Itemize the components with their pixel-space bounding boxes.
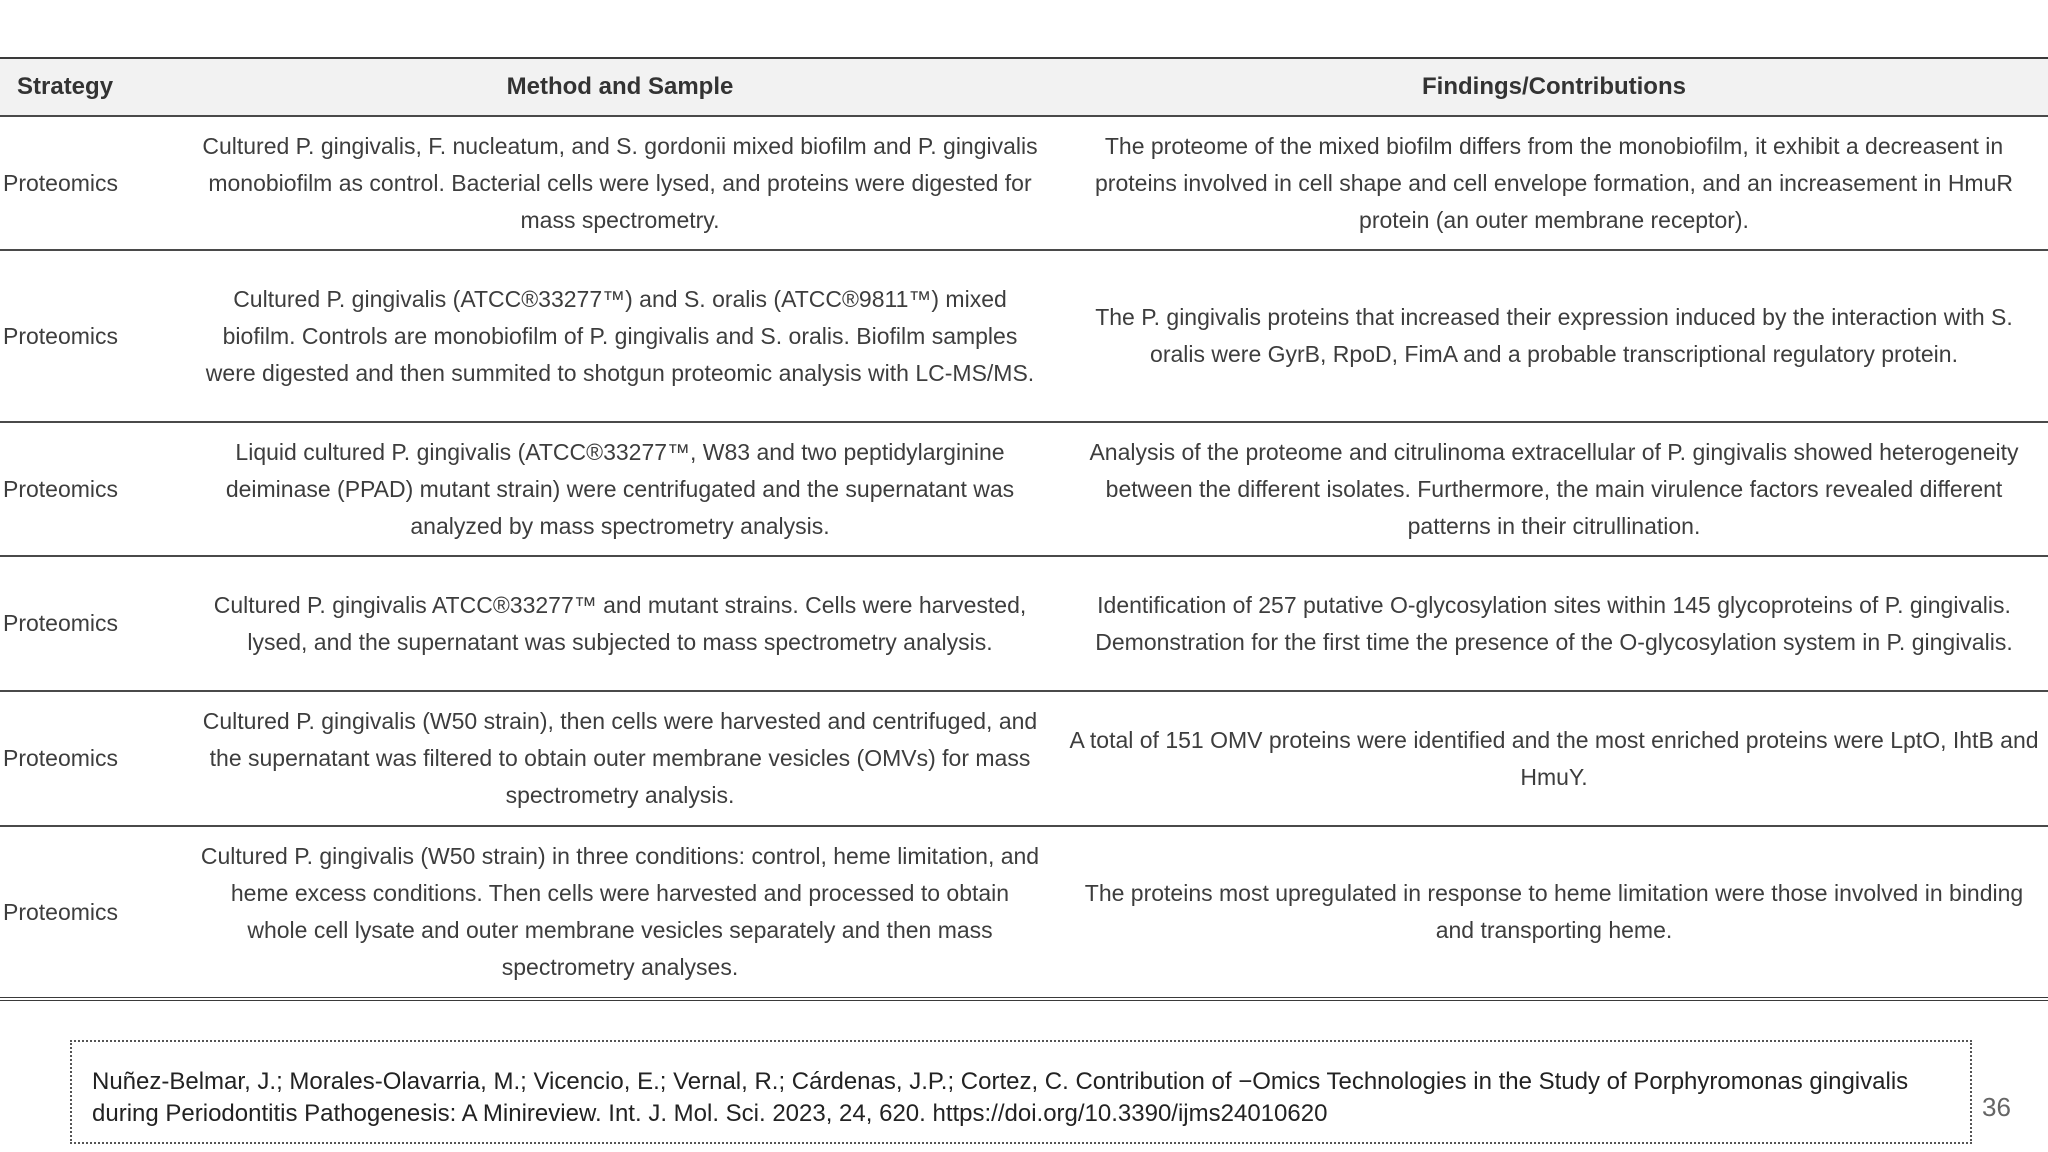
cell-findings: The proteins most upregulated in response to heme limitation were those involved in binding and transporting heme. — [1084, 880, 2024, 943]
header-method: Method and Sample — [506, 73, 734, 100]
cell-strategy: Proteomics — [3, 745, 119, 771]
table-row — [0, 827, 2048, 997]
cell-method: Cultured P. gingivalis (W50 strain), then cells were harvested and centrifuged, and the supernatant was filtered to obtain outer membrane vesicles (OMVs) for mass spectrometry analysis. — [202, 708, 1038, 808]
table-header — [0, 59, 2048, 117]
cell-method: Cultured P. gingivalis, F. nucleatum, and S. gordonii mixed biofilm and P. gingivalis monobiofilm as control. Bacterial cells were lysed, and proteins were digested for mass spectrometry. — [202, 132, 1038, 233]
cell-strategy: Proteomics — [3, 898, 119, 925]
cell-findings: Analysis of the proteome and citrulinoma extracellular of P. gingivalis showed heterogeneity between the different isolates. Furthermore, the main virulence factors revealed different patterns in their citrullination. — [1089, 438, 2019, 539]
cell-method: Liquid cultured P. gingivalis (ATCC®33277™, W83 and two peptidylarginine deiminase (PPAD) mutant strain) were centrifugated and the supernatant was analyzed by mass spectrometry analysis. — [225, 438, 1015, 539]
table-row — [0, 423, 2048, 557]
cell-method: Cultured P. gingivalis ATCC®33277™ and mutant strains. Cells were harvested, lysed, and the supernatant was subjected to mass spectrometry analysis. — [213, 591, 1027, 655]
cell-findings: The P. gingivalis proteins that increased their expression induced by the interaction with S. oralis were GyrB, RpoD, FimA and a probable transcriptional regulatory protein. — [1095, 304, 2013, 367]
cell-findings: The proteome of the mixed biofilm differs from the monobiofilm, it exhibit a decreasent in proteins involved in cell shape and cell envelope formation, and an increasement in HmuR protein (an outer membrane receptor). — [1095, 132, 2013, 233]
reference-citation: Nuñez-Belmar, J.; Morales-Olavarria, M.; Vicencio, E.; Vernal, R.; Cárdenas, J.P.; Cortez, C. Contribution of −Omics Technologies in the Study of Porphyromonas gingivalis during Periodontitis Pathogenesis: A Minireview. Int. J. Mol. Sci. 2023, 24, 620. https://doi.org/10.3390/ijms24010620 — [70, 1040, 1972, 1144]
cell-strategy: Proteomics — [3, 610, 119, 636]
header-strategy: Strategy — [17, 73, 114, 100]
table-row — [0, 692, 2048, 827]
table-row — [0, 117, 2048, 251]
cell-method: Cultured P. gingivalis (ATCC®33277™) and S. oralis (ATCC®9811™) mixed biofilm. Controls are monobiofilm of P. gingivalis and S. oralis. Biofilm samples were digested and then summited to shotgun proteomic analysis with LC-MS/MS. — [205, 285, 1035, 386]
cell-strategy: Proteomics — [3, 169, 119, 196]
cell-findings: Identification of 257 putative O-glycosylation sites within 145 glycoproteins of P. gingivalis. Demonstration for the first time the presence of the O-glycosylation system in P. gingivalis. — [1095, 591, 2013, 655]
cell-strategy: Proteomics — [3, 322, 119, 349]
page-number: 36 — [1982, 1092, 2011, 1122]
omics-table — [0, 57, 2048, 1001]
header-findings: Findings/Contributions — [1422, 73, 1686, 100]
table-row — [0, 557, 2048, 692]
cell-findings: A total of 151 OMV proteins were identified and the most enriched proteins were LptO, IhtB and HmuY. — [1069, 726, 2039, 790]
cell-strategy: Proteomics — [3, 475, 119, 502]
cell-method: Cultured P. gingivalis (W50 strain) in three conditions: control, heme limitation, and heme excess conditions. Then cells were harvested and processed to obtain whole cell lysate and outer membrane vesicles separately and then mass spectrometry analyses. — [200, 843, 1040, 980]
table-row — [0, 251, 2048, 423]
